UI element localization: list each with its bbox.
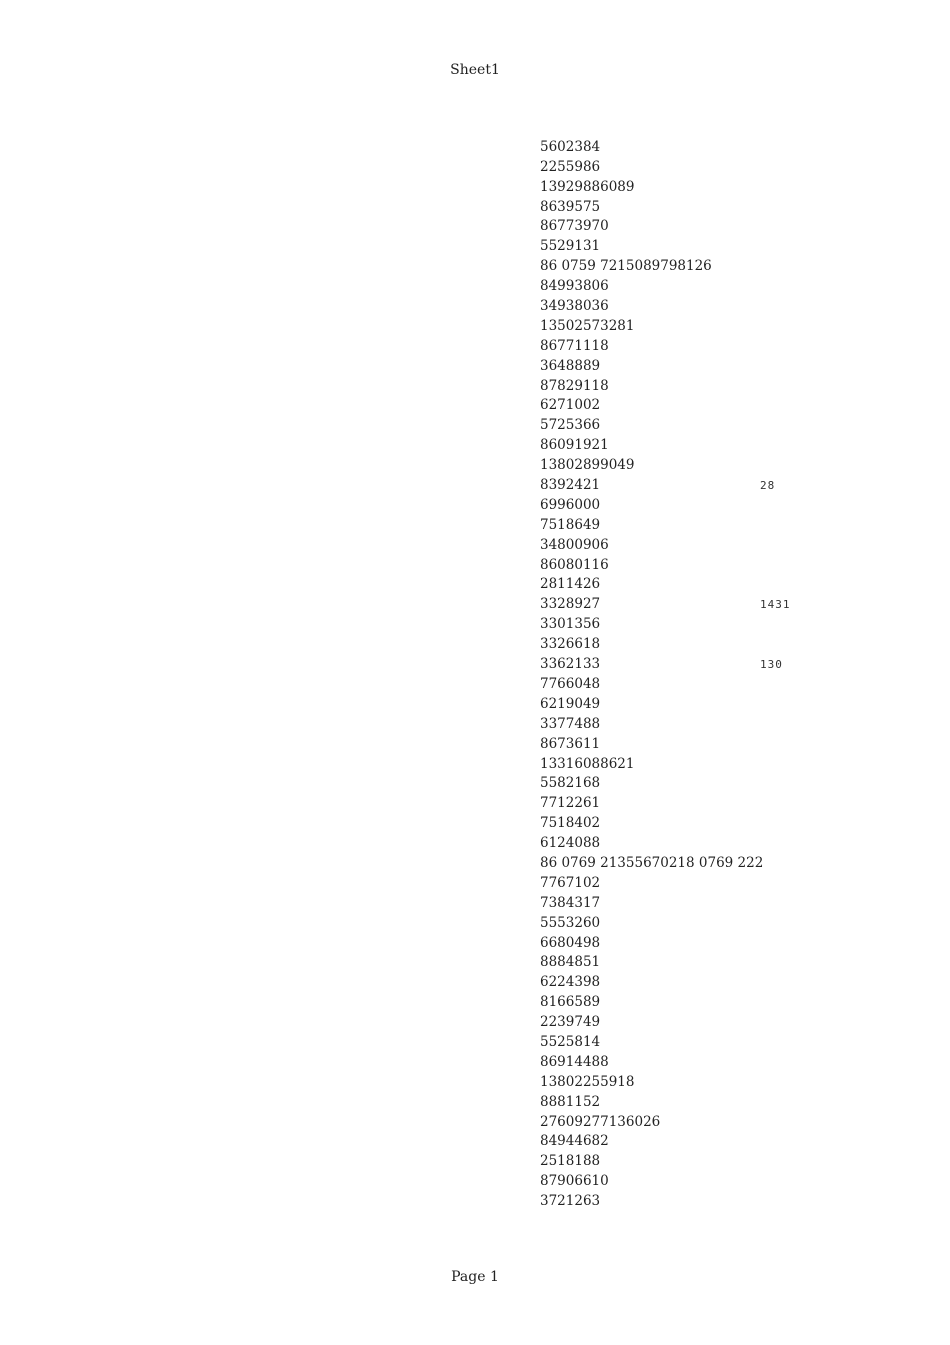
table-row (90, 1013, 890, 1033)
table-row (90, 178, 890, 198)
table-row (90, 317, 890, 337)
table-cell: 3648889 (540, 357, 601, 374)
table-row (90, 1132, 890, 1152)
table-cell: 3326618 (540, 636, 601, 653)
table-cell: 27609277136026 (540, 1113, 661, 1130)
table-row (90, 556, 890, 576)
table-row (90, 794, 890, 814)
table-row (90, 1172, 890, 1192)
table-cell: 87829118 (540, 377, 609, 394)
table-cell: 6124088 (540, 835, 601, 852)
table-cell: 5582168 (540, 775, 601, 792)
table-cell: 7518402 (540, 815, 601, 832)
table-cell: 6680498 (540, 934, 601, 951)
table-row (90, 735, 890, 755)
table-row (90, 1152, 890, 1172)
table-row (90, 416, 890, 436)
page-number: Page 1 (451, 1269, 499, 1285)
table-row (90, 1093, 890, 1113)
table-row (90, 675, 890, 695)
table-row (90, 894, 890, 914)
table-row (90, 217, 890, 237)
table-body (90, 138, 890, 1212)
table-row (90, 834, 890, 854)
table-cell: 13316088621 (540, 755, 635, 772)
table-row (90, 814, 890, 834)
table-row (90, 536, 890, 556)
table-cell: 2255986 (540, 158, 601, 175)
table-row (90, 914, 890, 934)
table-cell: 8881152 (540, 1093, 601, 1110)
table-row (90, 337, 890, 357)
table-row (90, 198, 890, 218)
table-cell: 2239749 (540, 1014, 601, 1031)
table-row (90, 1192, 890, 1212)
table-cell: 8884851 (540, 954, 601, 971)
table-row (90, 158, 890, 178)
table-row (90, 635, 890, 655)
table-cell: 6271002 (540, 397, 601, 414)
table-row (90, 1113, 890, 1133)
table-cell: 34800906 (540, 536, 609, 553)
table-row (90, 774, 890, 794)
table-cell: 130 (760, 658, 783, 672)
table-header-row (90, 118, 890, 138)
table-cell: 5725366 (540, 417, 601, 434)
table-row (90, 715, 890, 735)
table-cell: 86773970 (540, 218, 609, 235)
table-cell: 6996000 (540, 496, 601, 513)
table-row (90, 138, 890, 158)
table-row (90, 953, 890, 973)
table-cell: 7518649 (540, 516, 601, 533)
table-cell: 8639575 (540, 198, 601, 215)
table-row (90, 237, 890, 257)
table-cell: 13929886089 (540, 178, 635, 195)
table-row (90, 993, 890, 1013)
table-row (90, 934, 890, 954)
table-cell: 5525814 (540, 1033, 601, 1050)
table-row (90, 1053, 890, 1073)
table-cell: 5529131 (540, 238, 601, 255)
table-cell: 2518188 (540, 1153, 601, 1170)
table-cell: 7766048 (540, 675, 601, 692)
table-cell: 8392421 (540, 477, 601, 494)
table-cell: 5602384 (540, 138, 601, 155)
table-cell: 5553260 (540, 914, 601, 931)
table-row (90, 595, 890, 615)
table-row (90, 1073, 890, 1093)
spreadsheet-table (90, 118, 890, 1212)
table-cell: 86771118 (540, 337, 609, 354)
table-cell: 2811426 (540, 576, 601, 593)
table-row (90, 973, 890, 993)
table-row (90, 615, 890, 635)
table-row (90, 655, 890, 675)
table-cell: 1431 (760, 598, 791, 612)
table-row (90, 575, 890, 595)
table-row (90, 357, 890, 377)
table-row (90, 874, 890, 894)
table-row (90, 695, 890, 715)
table-cell: 7767102 (540, 874, 601, 891)
table-row (90, 476, 890, 496)
table-cell: 3362133 (540, 656, 601, 673)
table-cell: 13502573281 (540, 317, 635, 334)
table-cell: 86 0759 7215089798126 (540, 258, 712, 275)
table-row (90, 755, 890, 775)
table-cell: 87906610 (540, 1173, 609, 1190)
table-cell: 28 (760, 479, 776, 493)
table-cell: 84993806 (540, 278, 609, 295)
table-cell: 7384317 (540, 894, 601, 911)
table-cell: 13802899049 (540, 457, 635, 474)
table-cell: 3377488 (540, 715, 601, 732)
table-cell: 3721263 (540, 1193, 601, 1210)
table-row (90, 436, 890, 456)
table-cell: 8673611 (540, 735, 601, 752)
table-row (90, 516, 890, 536)
table-cell: 7712261 (540, 795, 601, 812)
table-row (90, 257, 890, 277)
table-cell: 8166589 (540, 994, 601, 1011)
table-row (90, 496, 890, 516)
table-cell: 6224398 (540, 974, 601, 991)
table-cell: 86914488 (540, 1053, 609, 1070)
table-cell: 13802255918 (540, 1073, 635, 1090)
table-row (90, 277, 890, 297)
table-cell: 86091921 (540, 437, 609, 454)
table-row (90, 854, 890, 874)
table-cell: 86080116 (540, 556, 609, 573)
table-row (90, 377, 890, 397)
page-title: Sheet1 (450, 62, 500, 78)
table-cell: 3328927 (540, 596, 601, 613)
table-cell: 6219049 (540, 695, 601, 712)
table-cell: 34938036 (540, 298, 609, 315)
table-cell: 3301356 (540, 616, 601, 633)
table-cell: 86 0769 21355670218 0769 222 (540, 854, 764, 871)
table-row (90, 456, 890, 476)
table-row (90, 297, 890, 317)
table-row (90, 1033, 890, 1053)
table-cell: 84944682 (540, 1133, 609, 1150)
table-row (90, 396, 890, 416)
